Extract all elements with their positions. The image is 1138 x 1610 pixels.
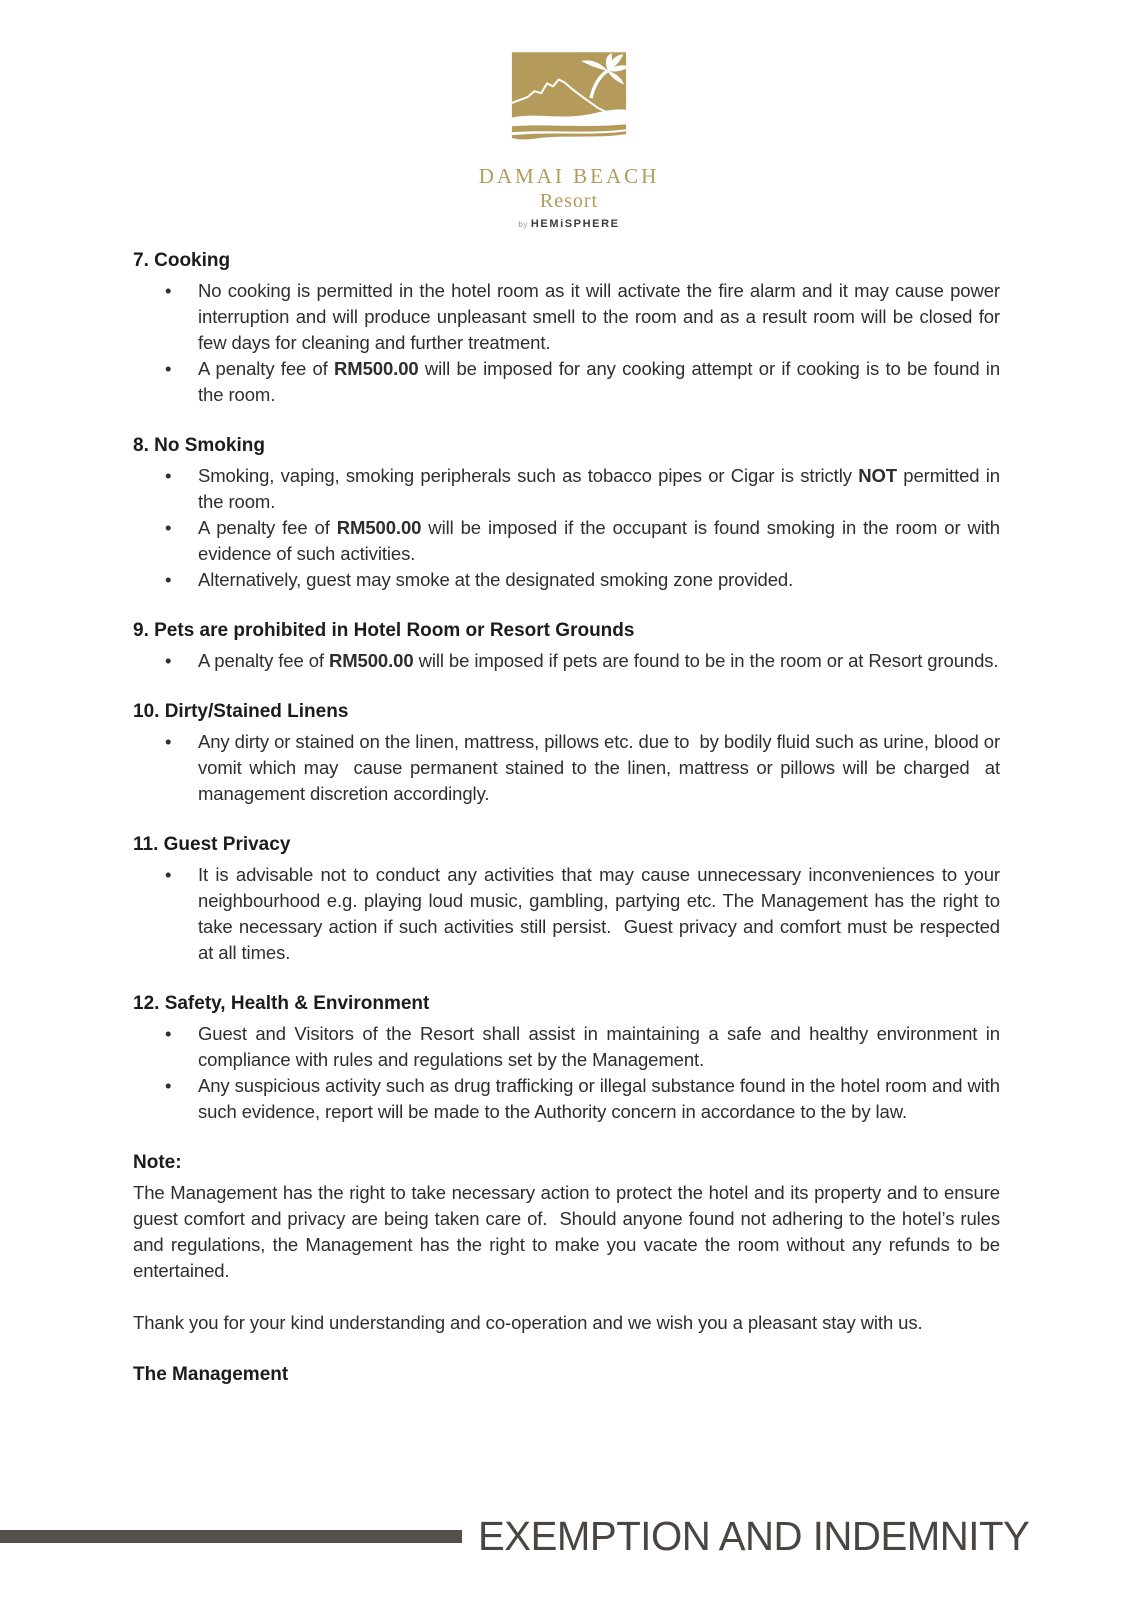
brand-name: DAMAI BEACH (478, 164, 660, 188)
bullet-list (133, 648, 1000, 674)
rules-content (133, 248, 1006, 1407)
rule-section (133, 248, 1006, 408)
bullet-item (133, 515, 1006, 567)
rule-section (133, 433, 1006, 593)
rule-section (133, 832, 1006, 966)
emphasis-text: NOT (858, 465, 897, 486)
emphasis-text: RM500.00 (334, 358, 419, 379)
bullet-list (133, 278, 1006, 408)
bullet-list (133, 1021, 1006, 1125)
byline-brand: HEMiSPHERE (530, 218, 620, 230)
body-text: The Management has the right to take necessary action to protect the hotel and its property and to ensure guest comfort and privacy are being taken care of. Should anyone found not adhering to the hotel’s rules and regulations, the Management has the right to make you vacate the room without any refunds to be entertained. (133, 1182, 1006, 1281)
signature: The Management (133, 1364, 289, 1385)
bullet-list (133, 463, 1006, 593)
bullet-item (133, 278, 1006, 356)
section-heading: 11. Guest Privacy (133, 834, 291, 855)
sections (133, 248, 1006, 1284)
bullet-item (133, 1073, 1006, 1125)
section-heading: 8. No Smoking (133, 435, 265, 456)
bullet-item (133, 648, 1000, 674)
body-text: permitted in the room. (198, 465, 1006, 512)
body-text: Any dirty or stained on the linen, mattress, pillows etc. due to by bodily fluid such as urine, blood or vomit which may cause permanent stained to the linen, mattress or pillows will be charged at management discretion accordingly. (198, 731, 1006, 804)
bullet-item (133, 356, 1006, 408)
bullet-list (133, 862, 1006, 966)
rule-section (133, 618, 1000, 674)
bullet-item (133, 567, 1000, 593)
body-text: will be imposed if the occupant is found smoking in the room or with evidence of such activities. (198, 517, 1006, 564)
body-text: A penalty fee of (198, 517, 337, 538)
body-text: will be imposed for any cooking attempt or if cooking is to be found in the room. (198, 358, 1006, 405)
footer-title: EXEMPTION AND INDEMNITY (478, 1512, 1030, 1559)
body-text: Any suspicious activity such as drug trafficking or illegal substance found in the hotel room and with such evidence, report will be made to the Authority concern in accordance to the by law. (198, 1075, 1006, 1122)
body-text: Guest and Visitors of the Resort shall assist in maintaining a safe and healthy environment in compliance with rules and regulations set by the Management. (198, 1023, 1006, 1070)
emphasis-text: RM500.00 (328, 650, 414, 671)
footer-rule-bar (0, 1530, 462, 1543)
note-paragraph (133, 1180, 1006, 1284)
bullet-item (133, 729, 1006, 807)
resort-logo (0, 52, 1138, 230)
section-heading: 10. Dirty/Stained Linens (133, 701, 349, 722)
section-heading: Note: (133, 1152, 182, 1173)
footer-banner (0, 1510, 1138, 1562)
rule-section (133, 1150, 1006, 1284)
emphasis-text: RM500.00 (336, 517, 422, 538)
body-text: A penalty fee of (198, 358, 335, 379)
body-text: It is advisable not to conduct any activities that may cause unnecessary inconveniences to your neighbourhood e.g. playing loud music, gambling, partying etc. The Management has the right to take necessary action if such activities still persist. Guest privacy and comfort must be respected at all times. (198, 864, 1006, 963)
bullet-list (133, 729, 1006, 807)
section-heading: 7. Cooking (133, 250, 231, 271)
byline-prefix: by (518, 220, 528, 229)
bullet-item (133, 463, 1006, 515)
body-text: A penalty fee of (198, 650, 329, 671)
rule-section (133, 991, 1006, 1125)
section-heading: 12. Safety, Health & Environment (133, 993, 430, 1014)
bullet-item (133, 1021, 1006, 1073)
body-text: Smoking, vaping, smoking peripherals such as tobacco pipes or Cigar is strictly (198, 465, 859, 486)
body-text: No cooking is permitted in the hotel room as it will activate the fire alarm and it may cause power interruption and will produce unpleasant smell to the room and as a result room will be closed for few days for cleaning and further treatment. (198, 280, 1006, 353)
palm-beach-logo-icon (508, 52, 630, 150)
body-text: Alternatively, guest may smoke at the designated smoking zone provided. (198, 569, 794, 590)
body-text: will be imposed if pets are found to be in the room or at Resort grounds. (413, 650, 999, 671)
bullet-item (133, 862, 1006, 966)
brand-byline (0, 218, 1138, 230)
closing-line: Thank you for your kind understanding and co-operation and we wish you a pleasant stay with us. (133, 1312, 923, 1333)
brand-subname: Resort (539, 190, 599, 212)
section-heading: 9. Pets are prohibited in Hotel Room or Resort Grounds (133, 620, 635, 641)
rule-section (133, 699, 1006, 807)
